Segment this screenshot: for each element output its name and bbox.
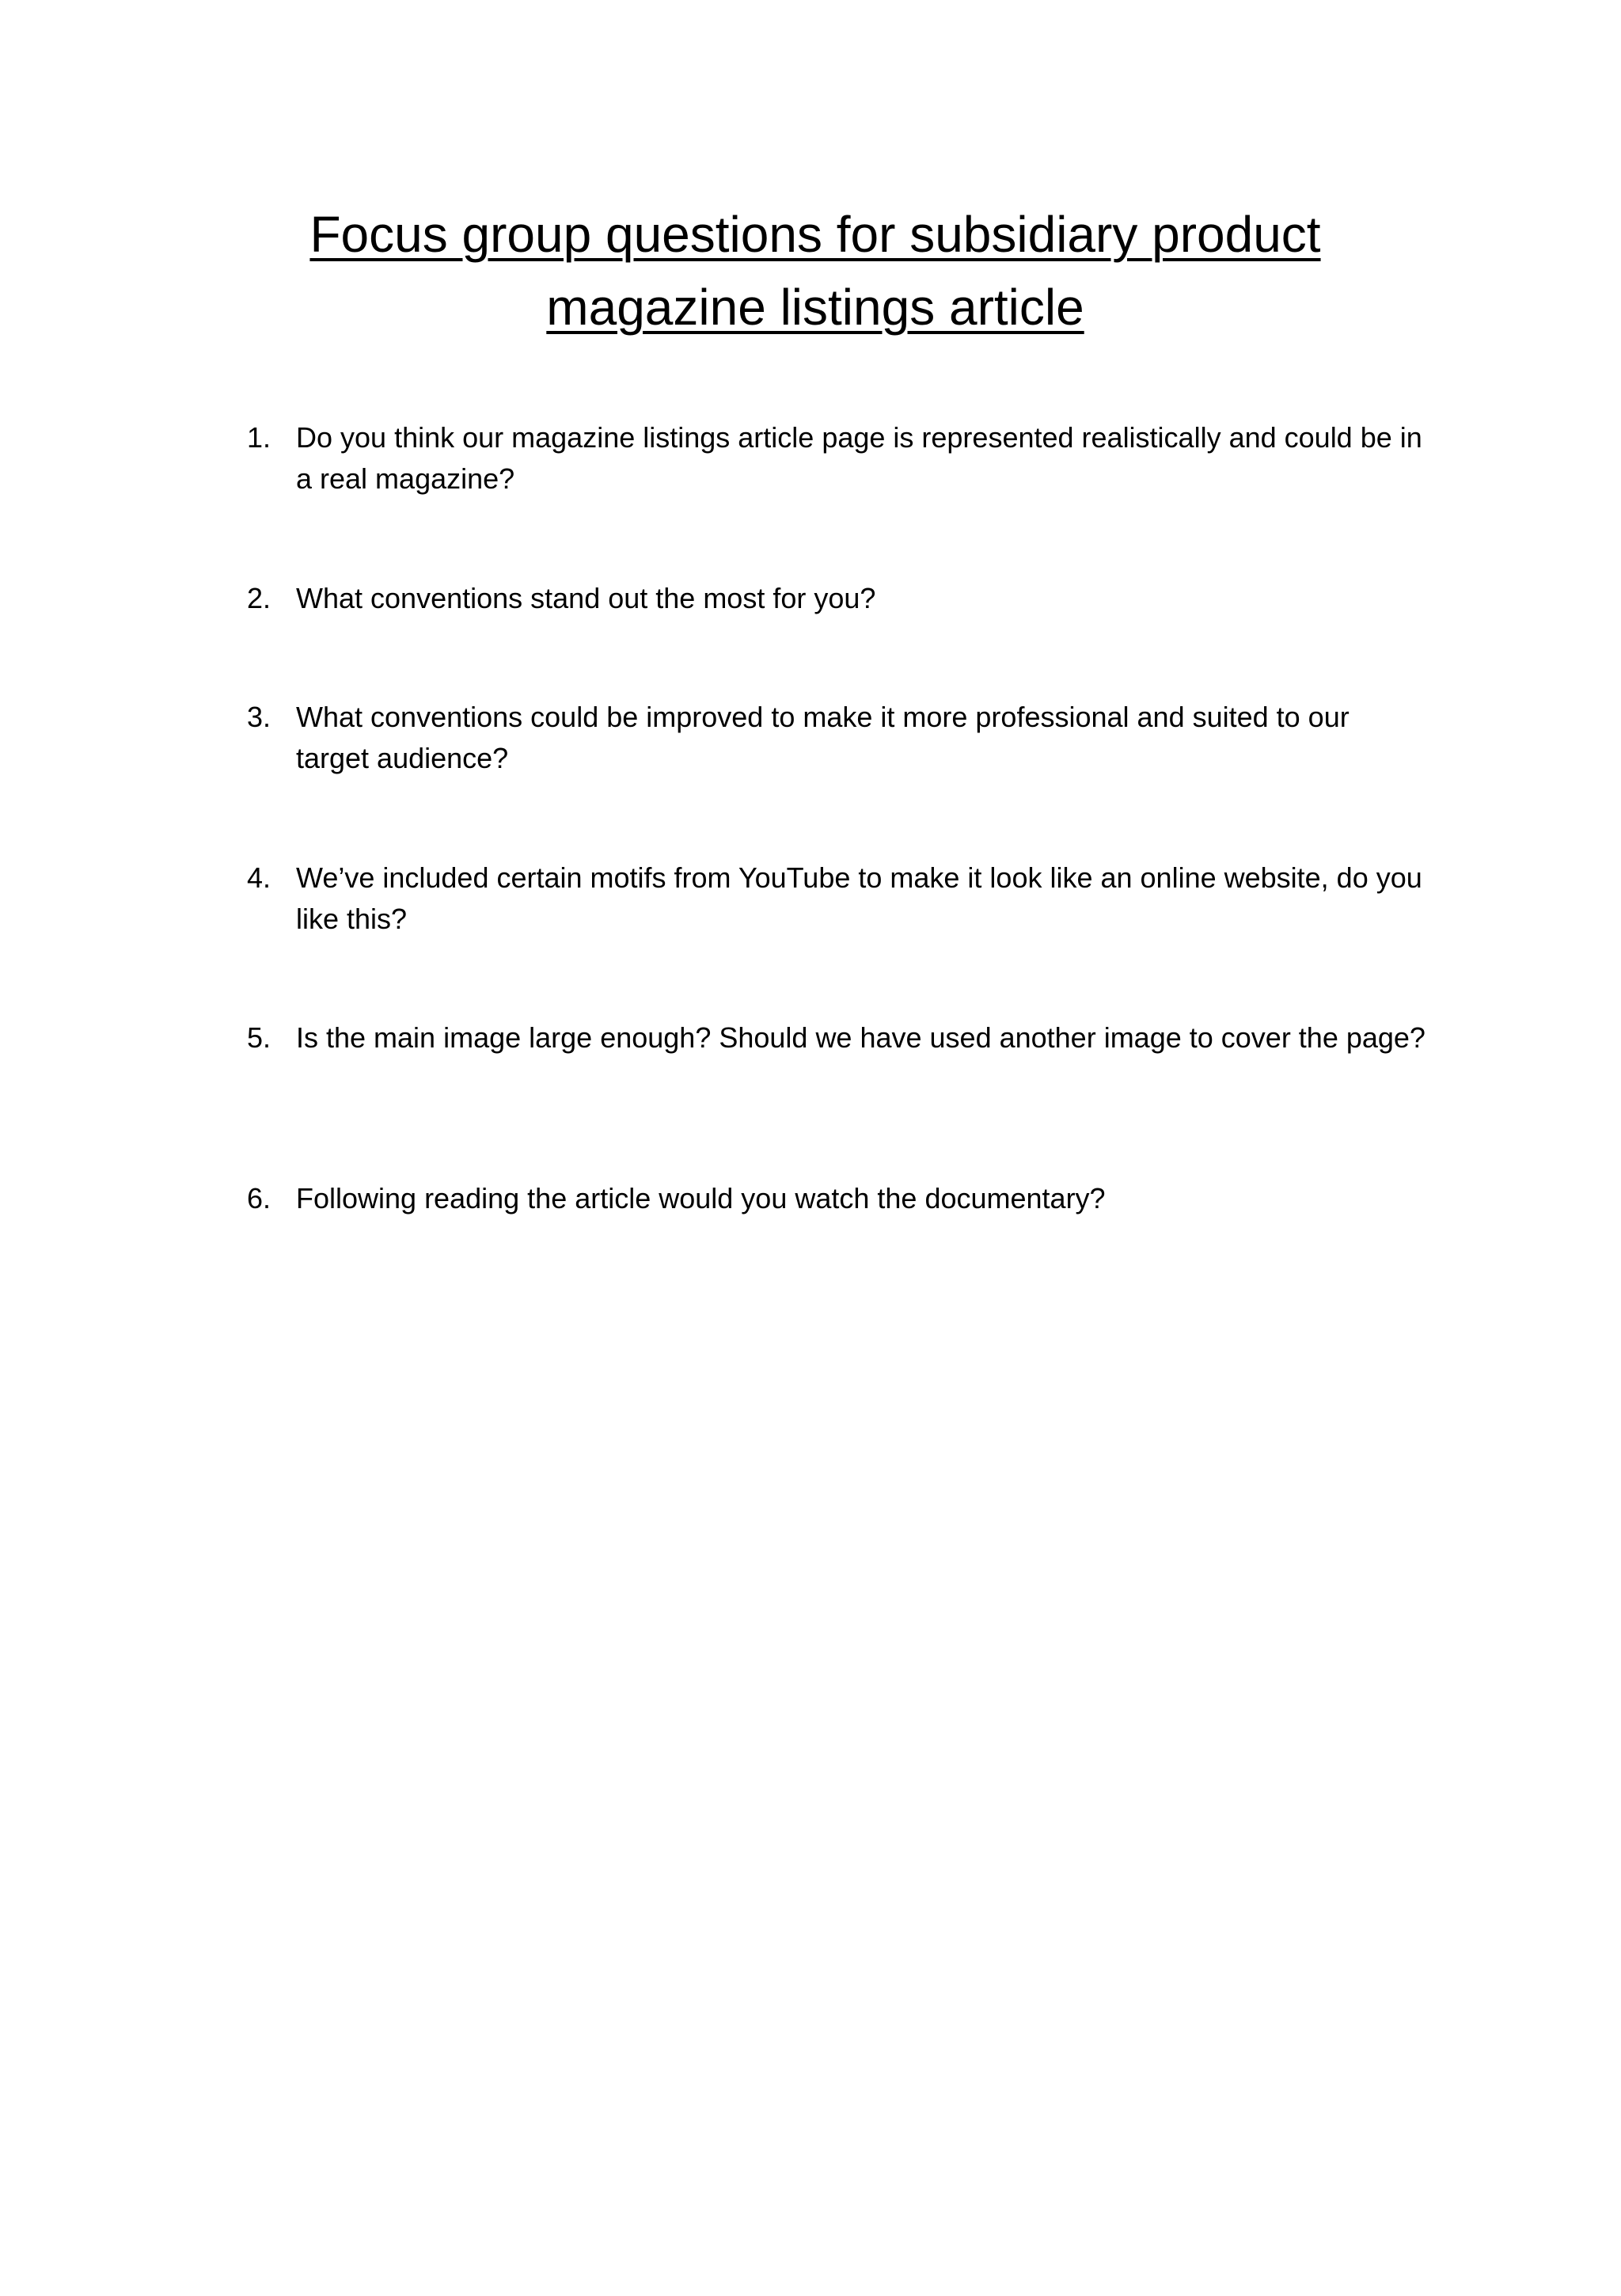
question-text: Following reading the article would you watch the documentary? <box>296 1182 1106 1215</box>
title-line-1: Focus group questions for subsidiary product <box>309 206 1321 263</box>
question-number: 6. <box>247 1182 271 1215</box>
question-number: 1. <box>247 421 271 454</box>
page-title <box>237 198 1393 344</box>
question-number: 5. <box>247 1021 271 1054</box>
question-1 <box>247 417 1426 500</box>
question-text: Is the main image large enough? Should we have used another image to cover the page? <box>296 1021 1425 1054</box>
question-5 <box>247 1017 1426 1059</box>
question-text: We’ve included certain motifs from YouTube to make it look like an online website, do you like this? <box>296 861 1422 935</box>
question-number: 3. <box>247 701 271 733</box>
title-line-2: magazine listings article <box>546 279 1084 336</box>
question-text: What conventions stand out the most for you? <box>296 582 876 614</box>
question-text: What conventions could be improved to make it more professional and suited to our target audience? <box>296 701 1350 774</box>
question-number: 2. <box>247 582 271 614</box>
question-4 <box>247 857 1426 940</box>
question-6 <box>247 1178 1426 1219</box>
question-text: Do you think our magazine listings article page is represented realistically and could be in a real magazine? <box>296 421 1422 495</box>
question-number: 4. <box>247 861 271 894</box>
question-3 <box>247 697 1426 779</box>
question-2 <box>247 578 1426 619</box>
